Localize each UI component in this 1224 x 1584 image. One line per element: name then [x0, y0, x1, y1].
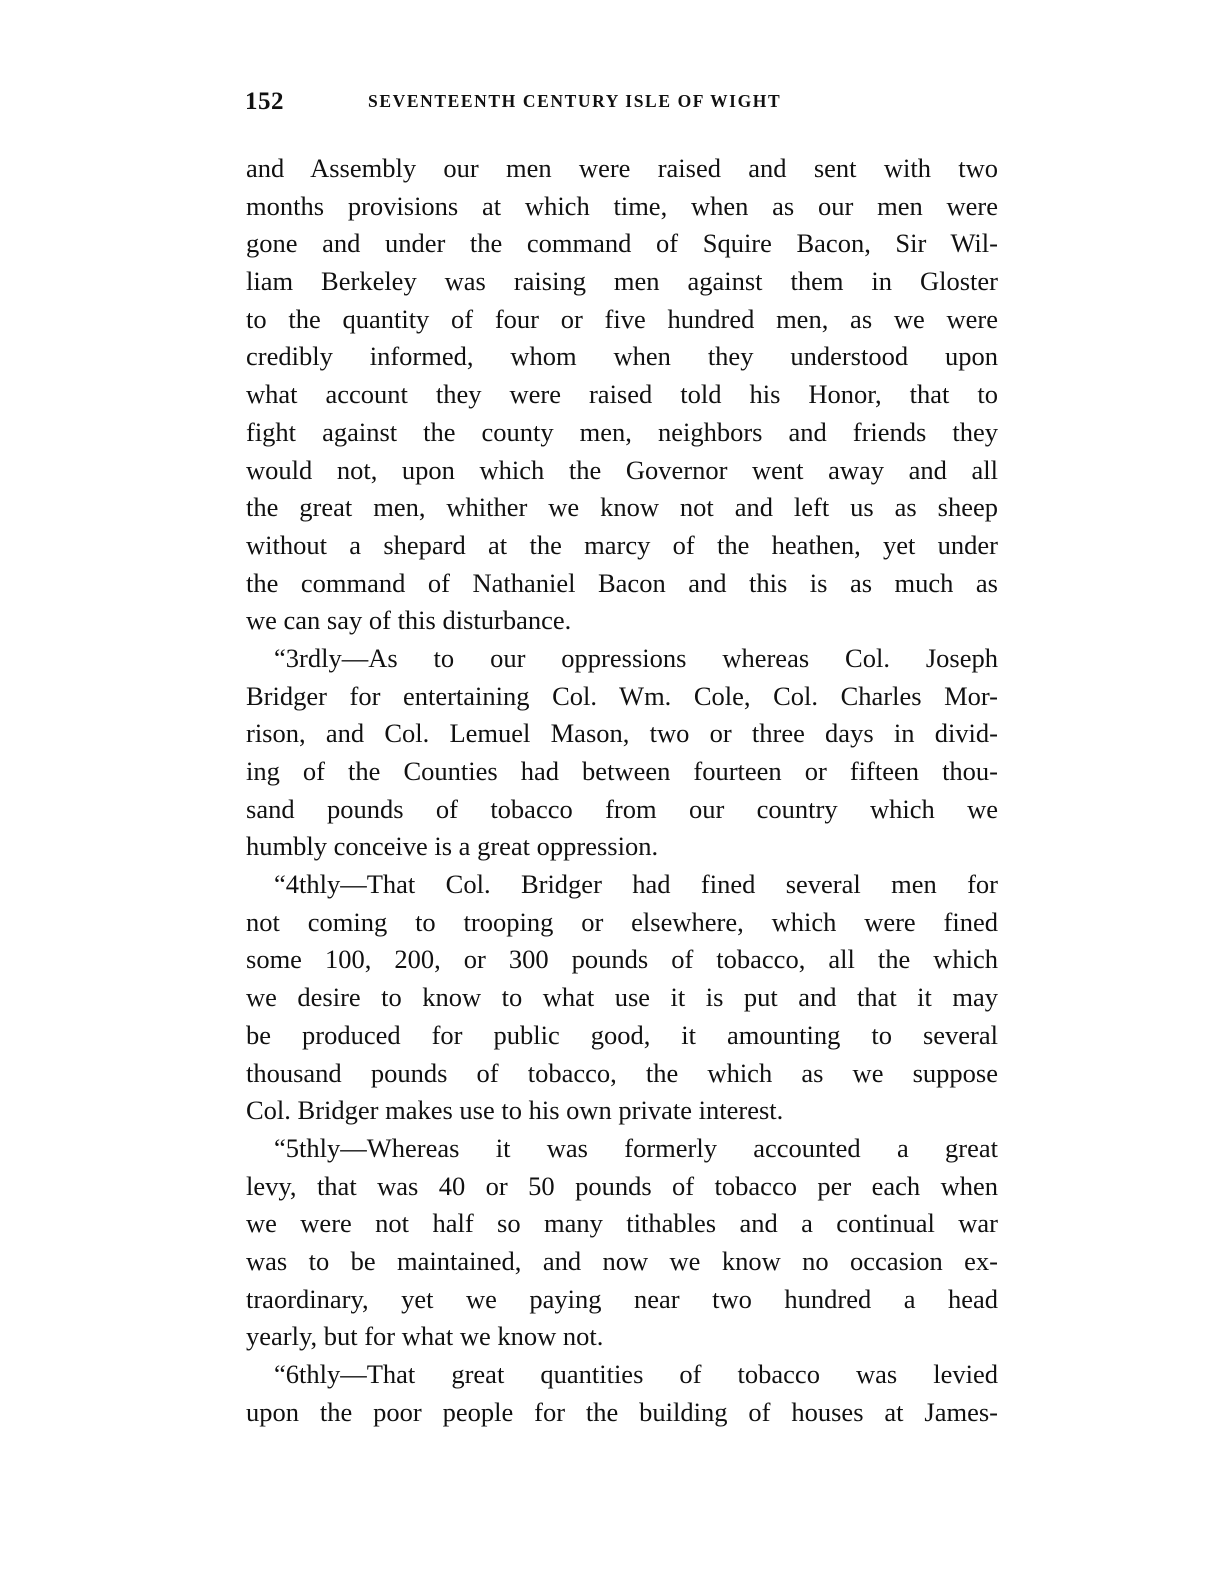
text-line: we were not half so many tithables and a continual war: [246, 1208, 998, 1239]
text-line: the command of Nathaniel Bacon and this is as much as: [246, 567, 998, 598]
text-line: “4thly—That Col. Bridger had fined several men for: [274, 869, 998, 900]
paragraph-thirdly: [246, 640, 998, 866]
text-line: sand pounds of tobacco from our country which we: [246, 793, 998, 824]
text-line: we desire to know to what use it is put and that it may: [246, 982, 998, 1013]
text-line: without a shepard at the marcy of the heathen, yet under: [246, 529, 998, 560]
text-line: ing of the Counties had between fourteen or fifteen thou-: [246, 756, 998, 786]
text-line: Bridger for entertaining Col. Wm. Cole, Col. Charles Mor-: [246, 680, 998, 711]
text-line: thousand pounds of tobacco, the which as we suppose: [246, 1057, 998, 1088]
text-line: the great men, whither we know not and left us as sheep: [246, 492, 998, 523]
text-line: to the quantity of four or five hundred men, as we were: [246, 303, 998, 334]
paragraph-fifthly: [246, 1130, 998, 1356]
paragraph-fourthly: [246, 866, 998, 1130]
page-number: 152: [245, 88, 284, 115]
text-line: humbly conceive is a great oppression.: [246, 831, 659, 862]
paragraph-continuation: [246, 150, 998, 640]
text-line: “3rdly—As to our oppressions whereas Col. Joseph: [274, 642, 998, 673]
text-line: levy, that was 40 or 50 pounds of tobacco per each when: [246, 1170, 998, 1201]
text-line: gone and under the command of Squire Bacon, Sir Wil-: [246, 228, 998, 259]
text-line: be produced for public good, it amounting to several: [246, 1019, 998, 1050]
text-line: upon the poor people for the building of houses at James-: [246, 1396, 998, 1427]
running-title: SEVENTEENTH CENTURY ISLE OF WIGHT: [368, 91, 782, 111]
text-line: Col. Bridger makes use to his own private interest.: [246, 1095, 784, 1126]
text-line: fight against the county men, neighbors and friends they: [246, 416, 998, 447]
text-line: we can say of this disturbance.: [246, 605, 572, 636]
text-line: “6thly—That great quantities of tobacco was levied: [274, 1359, 998, 1389]
text-line: what account they were raised told his Honor, that to: [246, 379, 998, 410]
running-head: [245, 88, 1005, 118]
text-line: yearly, but for what we know not.: [246, 1321, 604, 1352]
text-line: liam Berkeley was raising men against them in Gloster: [246, 266, 998, 297]
text-line: “5thly—Whereas it was formerly accounted a great: [274, 1132, 998, 1163]
text-line: and Assembly our men were raised and sent with two: [246, 153, 998, 183]
text-line: not coming to trooping or elsewhere, which were fined: [246, 906, 998, 937]
text-line: rison, and Col. Lemuel Mason, two or three days in divid-: [246, 718, 998, 749]
text-line: some 100, 200, or 300 pounds of tobacco, all the which: [246, 944, 998, 975]
text-line: credibly informed, whom when they understood upon: [246, 341, 998, 372]
paragraph-sixthly: [246, 1356, 998, 1431]
text-line: months provisions at which time, when as our men were: [246, 190, 998, 221]
text-line: traordinary, yet we paying near two hundred a head: [246, 1283, 998, 1314]
body-text: [246, 150, 998, 1431]
text-line: was to be maintained, and now we know no occasion ex-: [246, 1245, 998, 1276]
text-line: would not, upon which the Governor went away and all: [246, 454, 998, 485]
